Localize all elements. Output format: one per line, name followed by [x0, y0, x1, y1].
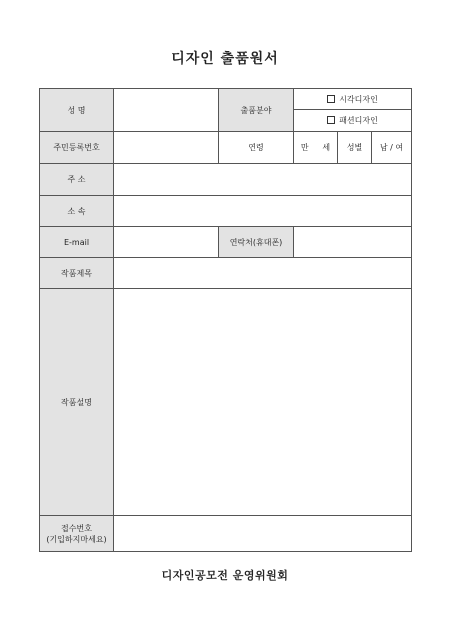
- address-label: 주 소: [40, 164, 114, 196]
- checkbox-icon[interactable]: [327, 116, 335, 124]
- receipt-number-field: [114, 516, 412, 552]
- gender-label: 성별: [338, 132, 372, 164]
- email-label: E-mail: [40, 227, 114, 258]
- name-field[interactable]: [114, 89, 219, 132]
- receipt-number-label-line1: 접수번호: [61, 523, 92, 533]
- work-description-field[interactable]: [114, 289, 412, 516]
- category-option-visual[interactable]: [294, 89, 412, 110]
- age-unit-left: 만: [294, 132, 316, 164]
- phone-field[interactable]: [294, 227, 412, 258]
- affiliation-label: 소 속: [40, 196, 114, 227]
- work-title-label: 작품제목: [40, 258, 114, 289]
- category-label: 출품분야: [219, 89, 294, 132]
- checkbox-icon[interactable]: [327, 95, 335, 103]
- category-option-visual-label: 시각디자인: [339, 94, 378, 104]
- gender-options[interactable]: 남 / 여: [372, 132, 412, 164]
- address-field[interactable]: [114, 164, 412, 196]
- name-label: 성 명: [40, 89, 114, 132]
- work-title-field[interactable]: [114, 258, 412, 289]
- receipt-number-label: [40, 516, 114, 552]
- receipt-number-label-line2: (기입하지마세요): [46, 534, 107, 544]
- work-description-label: 작품설명: [40, 289, 114, 516]
- affiliation-field[interactable]: [114, 196, 412, 227]
- age-label: 연령: [219, 132, 294, 164]
- resident-id-label: 주민등록번호: [40, 132, 114, 164]
- document-title: 디자인 출품원서: [171, 51, 279, 67]
- category-option-fashion[interactable]: [294, 110, 412, 132]
- resident-id-field[interactable]: [114, 132, 219, 164]
- application-form: [39, 88, 412, 552]
- phone-label: 연락처(휴대폰): [219, 227, 294, 258]
- email-field[interactable]: [114, 227, 219, 258]
- organizer-footer: 디자인공모전 운영위원회: [161, 569, 289, 582]
- category-option-fashion-label: 패션디자인: [339, 116, 378, 125]
- age-unit-right: 세: [316, 132, 338, 164]
